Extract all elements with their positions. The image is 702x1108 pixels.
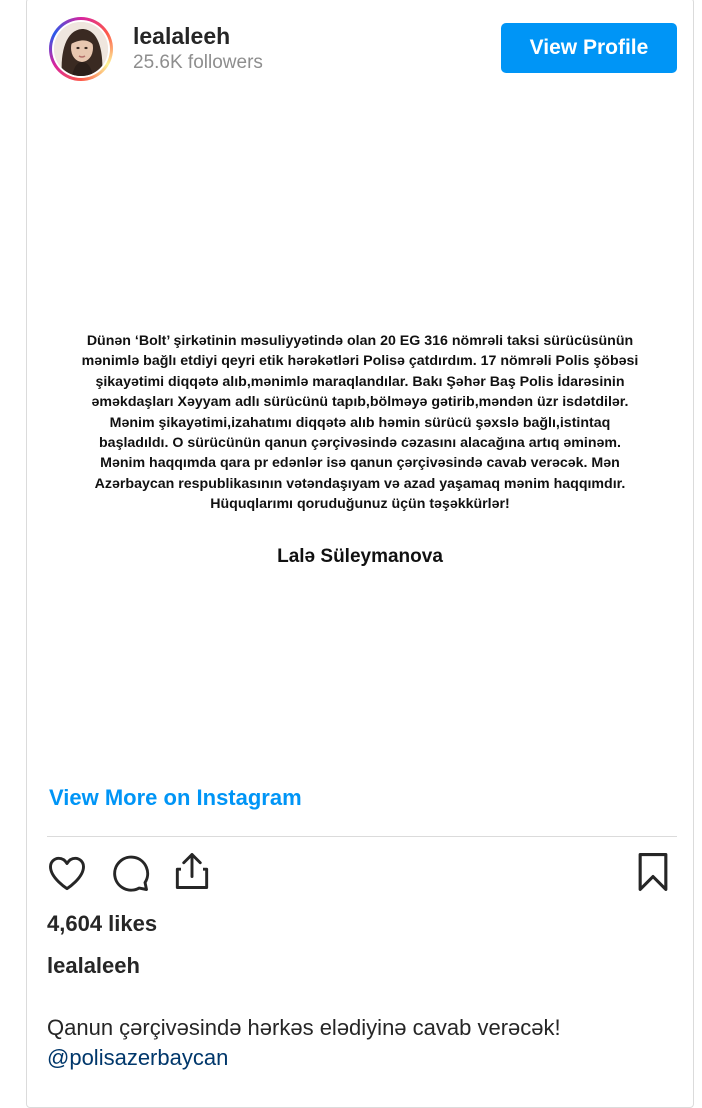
avatar[interactable] (54, 22, 108, 76)
caption-username[interactable]: lealaleeh (47, 953, 140, 978)
statement-text (67, 331, 653, 515)
bookmark-icon[interactable] (631, 849, 675, 895)
avatar-ring-gap (52, 20, 110, 78)
divider (47, 836, 677, 837)
heart-icon[interactable] (45, 851, 89, 895)
statement-line: Azərbaycan respublikasının vətəndaşıyam və azad yaşamaq mənim haqqımdır. (94, 475, 626, 492)
avatar-story-ring[interactable] (49, 17, 113, 81)
profile-username[interactable]: lealaleeh (133, 23, 231, 49)
follower-count: 25.6K followers (133, 52, 263, 73)
caption-mention-link[interactable]: @polisazerbaycan (47, 1045, 229, 1070)
view-more-link[interactable]: View More on Instagram (49, 785, 302, 810)
caption-text: Qanun çərçivəsində hərkəs elədiyinə cavab verəcək! (47, 1015, 561, 1040)
statement-line: şikayətimi diqqətə alıb,mənimlə maraqlandılar. Bakı Şəhər Baş Polis İdarəsinin (95, 373, 625, 390)
statement-line: başladıldı. O sürücünün qanun çərçivəsində cəzasını alacağına artıq əminəm. (99, 435, 621, 452)
post-header (27, 0, 693, 99)
share-icon[interactable] (170, 849, 214, 893)
avatar-photo (54, 22, 108, 76)
statement-signature: Lalə Süleymanova (277, 546, 443, 567)
statement-line: mənimlə bağlı etdiyi qeyri etik hərəkətləri Polisə çatdırdım. 17 nömrəli Polis şöbəsi (81, 353, 639, 370)
view-profile-button[interactable]: View Profile (501, 23, 677, 73)
statement-line: Hüquqlarımı qoruduğunuz üçün təşəkkürlər! (210, 496, 510, 513)
statement-line: Mənim haqqımda qara pr edənlər isə qanun çərçivəsində cavab verəcək. Mən (100, 455, 620, 472)
instagram-embed-card (26, 0, 694, 1108)
post-image[interactable] (27, 99, 693, 759)
comment-icon[interactable] (108, 851, 152, 895)
statement-line: Mənim şikayətimi,izahatımı diqqətə alıb həmin sürücü şəxslə bağlı,istintaq (109, 414, 611, 431)
statement-line: əməkdaşları Xəyyam adlı sürücünü tapıb,bölməyə gətirib,məndən üzr isdətdilər. (91, 394, 629, 411)
statement-line: Dünən ‘Bolt’ şirkətinin məsuliyyətində olan 20 EG 316 nömrəli taksi sürücüsünün (86, 333, 634, 349)
like-count[interactable]: 4,604 likes (47, 911, 158, 936)
